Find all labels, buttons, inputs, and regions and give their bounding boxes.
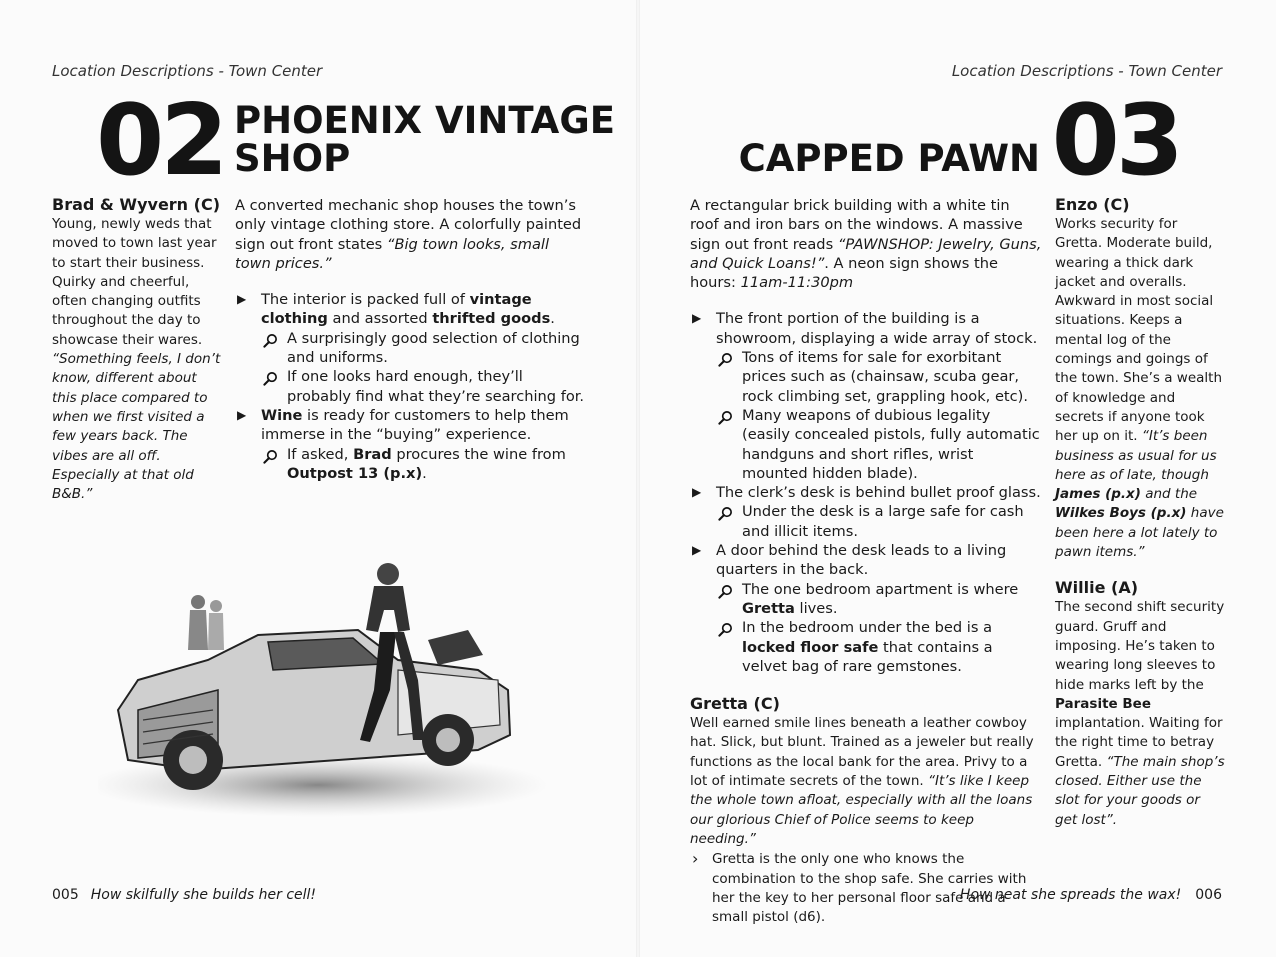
detail-item	[716, 618, 1042, 676]
page-number-left: 005	[52, 887, 79, 903]
keyword-parasite-bee: Parasite Bee	[1055, 695, 1151, 712]
detail-text: .	[422, 464, 427, 482]
npc-name: Gretta (C)	[690, 694, 780, 714]
feature-text: The front portion of the building is a showroom, displaying a wide array of stock.	[716, 310, 1038, 347]
footer-left	[52, 887, 316, 903]
detail-item	[716, 580, 1042, 619]
npc-desc-text: implantation. Waiting for the right time to betray Gretta.	[1055, 715, 1223, 770]
keyword-vintage-clothing: vintage clothing	[261, 291, 532, 328]
npc-brad-wyvern	[52, 195, 222, 504]
location-body-pawn	[690, 196, 1042, 927]
feature-item	[690, 309, 1042, 483]
title-line-2: SHOP	[234, 137, 351, 180]
quote-text: have been here a lot lately to pawn items.”	[1055, 505, 1224, 561]
feature-item	[690, 483, 1042, 541]
feature-item	[690, 541, 1042, 676]
keyword-locked-floor-safe: locked floor safe	[742, 638, 879, 656]
feature-text: is ready for customers to help them immerse in the “buying” experience.	[261, 406, 569, 444]
npc-name: Enzo (C)	[1055, 195, 1130, 214]
footer-quote-right: How neat she spreads the wax!	[959, 887, 1182, 903]
magnifier-icon	[263, 371, 278, 386]
magnifier-icon	[263, 333, 278, 348]
npc-quote: “It’s like I keep the whole town afloat, especially with all the loans our glorious Chief of Police seems to keep needing.”	[690, 773, 1033, 847]
magnifier-icon	[718, 410, 733, 425]
detail-text: If asked,	[287, 445, 354, 463]
detail-item	[261, 445, 585, 484]
title-line-1: PHOENIX VINTAGE	[234, 99, 615, 142]
quote-text: “It’s been business as usual for us here as of late, though	[1055, 428, 1217, 483]
feature-text: and assorted	[327, 310, 433, 328]
keyword-brad: Brad	[353, 445, 392, 463]
npc-name: Brad & Wyvern (C)	[52, 195, 221, 214]
feature-item	[235, 290, 585, 406]
magnifier-icon	[718, 584, 733, 599]
keyword-outpost-13: Outpost 13 (p.x)	[287, 464, 423, 482]
npc-column-right	[1055, 195, 1225, 830]
keyword-thrifted-goods: thrifted goods	[432, 310, 551, 328]
detail-text: lives.	[794, 599, 838, 617]
location-number-03: 03	[1051, 84, 1180, 198]
feature-text: A door behind the desk leads to a living quarters in the back.	[716, 542, 1007, 579]
detail-text: Many weapons of dubious legality (easily concealed pistols, fully automatic handguns and short rifles, wrist mounted hidden blade).	[742, 406, 1040, 482]
intro-quote: “PAWNSHOP: Jewelry, Guns, and Quick Loans!”	[690, 235, 1042, 272]
intro-quote: “Big town looks, small town prices.”	[235, 235, 550, 272]
detail-list	[716, 502, 1042, 541]
npc-description	[1055, 215, 1225, 562]
npc-enzo	[1055, 195, 1225, 562]
detail-item	[716, 348, 1042, 406]
intro-paragraph	[235, 196, 585, 273]
npc-desc-text: The second shift security guard. Gruff and imposing. He’s taken to wearing long sleeves to hide marks left by the	[1055, 599, 1225, 693]
magnifier-icon	[718, 506, 733, 521]
detail-text: If one looks hard enough, they’ll probably find what they’re searching for.	[287, 368, 585, 405]
location-number-02: 02	[96, 84, 225, 198]
feature-text: The interior is packed full of	[261, 291, 470, 309]
car-illustration	[98, 560, 558, 830]
feature-item	[235, 406, 585, 483]
feature-text: .	[550, 310, 555, 328]
npc-quote: “The main shop’s closed. Either use the slot for your goods or get lost”.	[1055, 753, 1225, 828]
location-title-capped-pawn: CAPPED PAWN	[738, 137, 1040, 180]
npc-desc-text: Well earned smile lines beneath a leather cowboy hat. Slick, but blunt. Trained as a jeweler but really functions as the local bank for the area. Privy to a lot of intimate secrets of the town.	[690, 715, 1034, 790]
npc-description	[690, 714, 1042, 849]
detail-text: procures the wine from	[391, 445, 566, 463]
detail-list	[261, 329, 585, 406]
running-header-right: Location Descriptions - Town Center	[951, 62, 1222, 80]
keyword-james: James (p.x)	[1055, 486, 1141, 503]
feature-list	[235, 290, 585, 483]
store-hours: 11am-11:30pm	[740, 274, 854, 292]
page-number-right: 006	[1195, 887, 1222, 903]
detail-text: In the bedroom under the bed is a	[742, 619, 993, 637]
npc-quote: “Something feels, I don’t know, different about this place compared to when we first visited a few years back. The vibes are all off. Especially at that old B&B.”	[52, 351, 221, 503]
npc-name: Willie (A)	[1055, 578, 1139, 598]
feature-list	[690, 309, 1042, 676]
intro-text: . A neon sign shows the hours:	[690, 254, 998, 292]
detail-text: that contains a velvet bag of rare gemstones.	[742, 638, 993, 675]
npc-desc-text: Young, newly weds that moved to town last year to start their business. Quirky and cheerful, often changing outfits throughout the day to showcase their wares.	[52, 216, 217, 348]
footer-quote-left: How skilfully she builds her cell!	[90, 887, 317, 903]
npc-note: › Gretta is the only one who knows the combination to the shop safe. She carries with her the key to her personal floor safe and a small pistol (d6).	[690, 850, 1042, 927]
detail-text: The one bedroom apartment is where	[742, 580, 1019, 598]
npc-willie	[1055, 578, 1225, 830]
npc-desc-text: Works security for Gretta. Moderate build, wearing a thick dark jacket and overalls. Awkward in most social situations. Keeps a mental log of the comings and goings of the town. She’s a wealth of knowledge and secrets if anyone took her up on it.	[1055, 216, 1223, 445]
detail-item	[261, 329, 585, 368]
magnifier-icon	[718, 622, 733, 637]
intro-paragraph	[690, 196, 1042, 292]
npc-description	[1055, 598, 1225, 830]
detail-text: Under the desk is a large safe for cash and illicit items.	[742, 503, 1024, 540]
keyword-gretta: Gretta	[742, 599, 795, 617]
keyword-wilkes-boys: Wilkes Boys (p.x)	[1055, 505, 1187, 522]
keyword-wine: Wine	[261, 406, 303, 424]
npc-description	[52, 215, 222, 504]
magnifier-icon	[718, 352, 733, 367]
running-header-left: Location Descriptions - Town Center	[52, 62, 323, 80]
intro-text: A converted mechanic shop houses the town’s only vintage clothing store. A colorfully painted sign out front states	[235, 197, 582, 253]
magnifier-icon	[263, 449, 278, 464]
detail-list	[716, 348, 1042, 483]
detail-text: A surprisingly good selection of clothing and uniforms.	[287, 329, 580, 367]
location-body-phoenix	[235, 196, 585, 483]
location-title-phoenix	[234, 99, 615, 180]
detail-list	[261, 445, 585, 484]
quote-text: and the	[1140, 486, 1198, 503]
detail-list	[716, 580, 1042, 676]
detail-text: Tons of items for sale for exorbitant prices such as (chainsaw, scuba gear, rock climbing set, grappling hook, etc).	[742, 349, 1029, 405]
detail-item	[261, 367, 585, 406]
detail-item	[716, 406, 1042, 483]
feature-text: The clerk’s desk is behind bullet proof glass.	[716, 484, 1041, 502]
right-page	[638, 0, 1276, 957]
npc-quote	[1055, 428, 1224, 560]
footer-right	[960, 887, 1222, 903]
intro-text: A rectangular brick building with a white tin roof and iron bars on the windows. A massive sign out front reads	[690, 197, 1023, 253]
detail-item	[716, 502, 1042, 541]
